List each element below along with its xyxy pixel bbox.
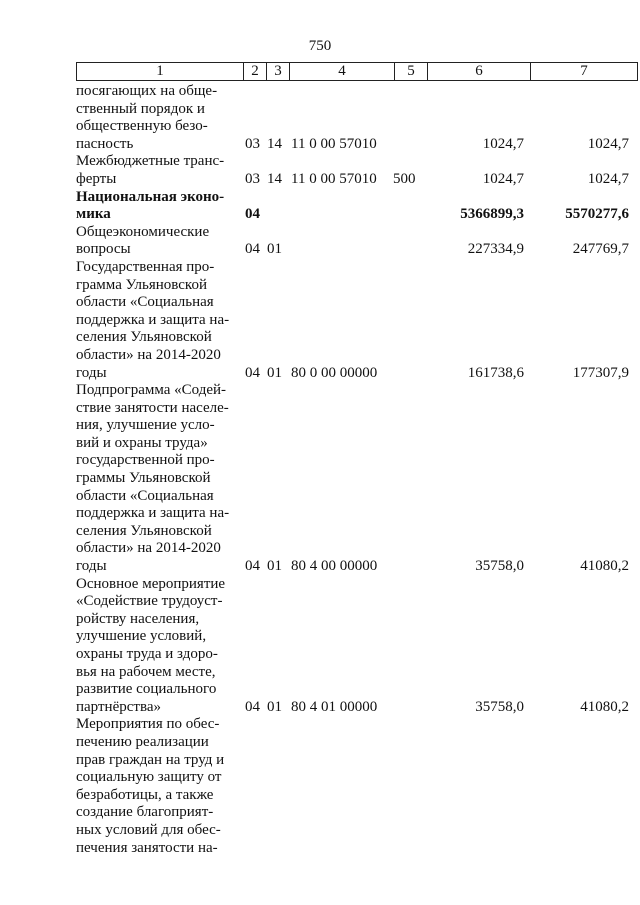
row-name-line: мика bbox=[76, 206, 111, 223]
row-name-line: развитие социального bbox=[76, 681, 217, 698]
header-col-5: 5 bbox=[394, 63, 427, 80]
row-name-line: ных условий для обес- bbox=[76, 821, 221, 838]
row-name-line: селения Ульяновской bbox=[76, 329, 212, 346]
row-name-line: государственной про- bbox=[76, 452, 215, 469]
row-name-line: социальную защиту от bbox=[76, 769, 222, 786]
row-name-line: пасность bbox=[76, 135, 134, 152]
row-name-line: вья на рабочем месте, bbox=[76, 663, 216, 680]
row-name bbox=[76, 716, 242, 857]
row-name-line: общественную безо- bbox=[76, 118, 208, 135]
row-name bbox=[76, 83, 242, 153]
header-col-7: 7 bbox=[530, 63, 638, 80]
table-row bbox=[76, 382, 631, 576]
row-name-line: Государственная про- bbox=[76, 258, 215, 275]
row-name-line: вий и охраны труда» bbox=[76, 434, 208, 451]
row-name-line: охраны труда и здоро- bbox=[76, 646, 218, 662]
row-name-line: грамма Ульяновской bbox=[76, 276, 207, 293]
row-name bbox=[76, 224, 242, 259]
header-col-6: 6 bbox=[427, 63, 530, 80]
row-target-code: 80 4 00 00000 bbox=[291, 558, 378, 575]
row-name-line: Национальная эконо- bbox=[76, 188, 225, 205]
table-row bbox=[76, 189, 631, 224]
row-subsection: 14 bbox=[267, 135, 282, 152]
row-section: 04 bbox=[245, 364, 260, 381]
row-name-line: печению реализации bbox=[76, 733, 209, 750]
row-name-line: годы bbox=[76, 558, 107, 575]
row-name-line: вопросы bbox=[76, 241, 131, 258]
table-row bbox=[76, 83, 631, 153]
table-row bbox=[76, 716, 631, 857]
row-name-line: безработицы, а также bbox=[76, 786, 214, 803]
row-value-1: 1024,7 bbox=[482, 135, 524, 152]
row-name-line: ствие занятости населе- bbox=[76, 399, 229, 416]
page-number: 750 bbox=[308, 38, 332, 54]
row-section: 04 bbox=[245, 558, 260, 575]
row-value-1: 1024,7 bbox=[482, 170, 524, 187]
row-name-line: Мероприятия по обес- bbox=[76, 716, 220, 733]
row-name bbox=[76, 382, 242, 576]
row-value-2: 41080,2 bbox=[580, 558, 629, 575]
row-name-line: партнёрства» bbox=[76, 698, 161, 715]
table-row bbox=[76, 224, 631, 259]
row-value-2: 1024,7 bbox=[587, 170, 629, 187]
row-target-code: 11 0 00 57010 bbox=[291, 170, 377, 187]
row-value-1: 35758,0 bbox=[475, 558, 524, 575]
row-value-2: 5570277,6 bbox=[565, 206, 629, 223]
row-subsection: 01 bbox=[267, 241, 282, 258]
row-name-line: ственный порядок и bbox=[76, 100, 205, 117]
row-section: 04 bbox=[245, 206, 260, 223]
row-name bbox=[76, 153, 242, 188]
row-name-line: области» на 2014-2020 bbox=[76, 346, 221, 363]
row-name-line: области» на 2014-2020 bbox=[76, 540, 221, 557]
row-value-1: 227334,9 bbox=[467, 241, 524, 258]
row-target-code: 80 4 01 00000 bbox=[291, 698, 378, 715]
row-name-line: ния, улучшение усло- bbox=[76, 417, 215, 434]
row-name-line: Общеэкономические bbox=[76, 223, 210, 240]
row-name-line: Межбюджетные транс- bbox=[76, 153, 225, 170]
row-expense-type: 500 bbox=[393, 170, 416, 187]
row-value-2: 1024,7 bbox=[587, 135, 629, 152]
row-name-line: области «Социальная bbox=[76, 294, 214, 311]
row-name-line: поддержка и защита на- bbox=[76, 311, 230, 328]
row-name-line: Подпрограмма «Содей- bbox=[76, 382, 227, 399]
header-col-4: 4 bbox=[289, 63, 394, 80]
row-name-line: граммы Ульяновской bbox=[76, 470, 211, 487]
row-name-line: поддержка и защита на- bbox=[76, 505, 230, 522]
row-subsection: 01 bbox=[267, 558, 282, 575]
row-name-line: создание благоприят- bbox=[76, 804, 214, 821]
table-row bbox=[76, 259, 631, 382]
row-name-line: улучшение условий, bbox=[76, 628, 207, 645]
row-name-line: годы bbox=[76, 364, 107, 381]
table-header bbox=[76, 62, 638, 81]
row-name bbox=[76, 259, 242, 382]
row-target-code: 80 0 00 00000 bbox=[291, 364, 378, 381]
row-value-2: 177307,9 bbox=[572, 364, 629, 381]
row-subsection: 14 bbox=[267, 170, 282, 187]
row-section: 04 bbox=[245, 698, 260, 715]
header-col-1: 1 bbox=[76, 63, 243, 80]
row-name bbox=[76, 189, 242, 224]
row-name-line: селения Ульяновской bbox=[76, 522, 212, 539]
row-value-2: 41080,2 bbox=[580, 698, 629, 715]
row-value-2: 247769,7 bbox=[572, 241, 629, 258]
row-section: 03 bbox=[245, 170, 260, 187]
row-value-1: 5366899,3 bbox=[460, 206, 524, 223]
header-col-2: 2 bbox=[243, 63, 266, 80]
row-name bbox=[76, 576, 242, 717]
row-value-1: 35758,0 bbox=[475, 698, 524, 715]
table-row bbox=[76, 153, 631, 188]
row-name-line: «Содействие трудоуст- bbox=[76, 593, 223, 610]
table-row bbox=[76, 576, 631, 717]
row-name-line: прав граждан на труд и bbox=[76, 751, 225, 768]
row-name-line: ройству населения, bbox=[76, 610, 200, 627]
row-name-line: ферты bbox=[76, 170, 117, 187]
row-name-line: посягающих на обще- bbox=[76, 83, 218, 99]
table-body bbox=[76, 83, 631, 857]
row-target-code: 11 0 00 57010 bbox=[291, 135, 377, 152]
row-subsection: 01 bbox=[267, 698, 282, 715]
row-name-line: Основное мероприятие bbox=[76, 575, 226, 592]
row-name-line: области «Социальная bbox=[76, 487, 214, 504]
row-subsection: 01 bbox=[267, 364, 282, 381]
row-section: 03 bbox=[245, 135, 260, 152]
row-value-1: 161738,6 bbox=[467, 364, 524, 381]
row-section: 04 bbox=[245, 241, 260, 258]
row-name-line: печения занятости на- bbox=[76, 839, 218, 856]
header-col-3: 3 bbox=[266, 63, 289, 80]
